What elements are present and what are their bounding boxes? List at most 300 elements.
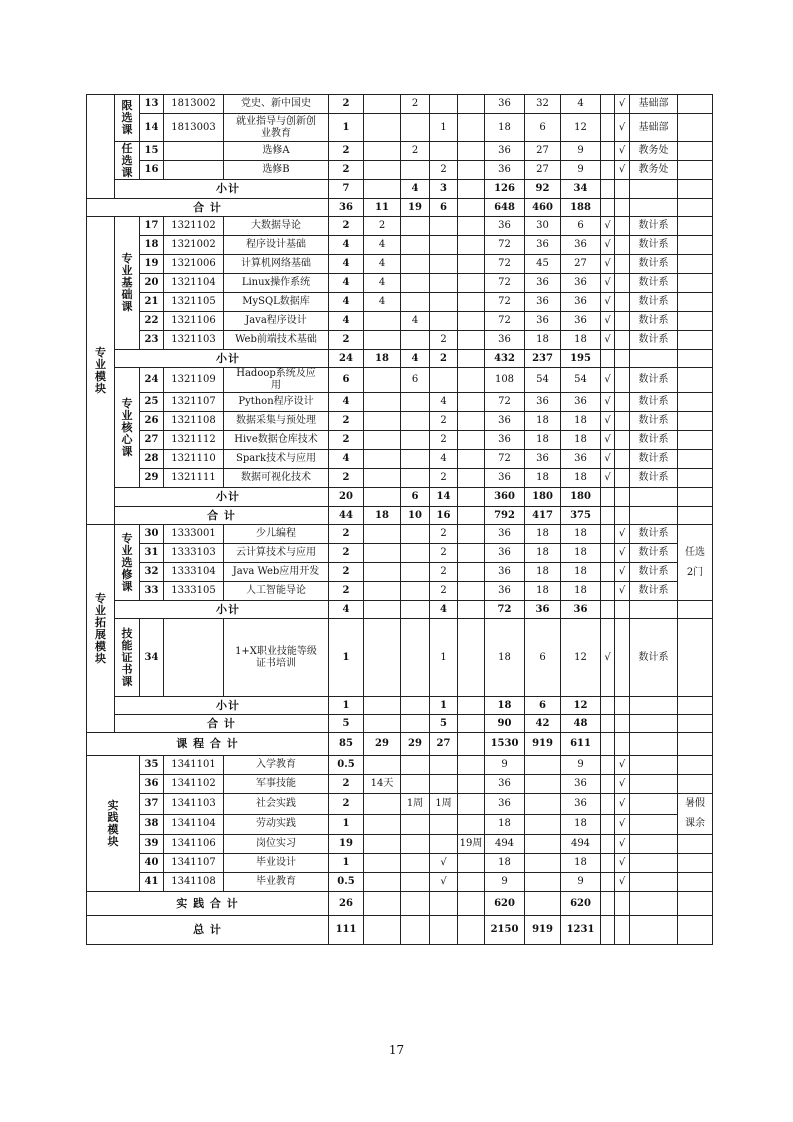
hours-total: 611 <box>561 733 601 756</box>
table-row <box>87 854 713 873</box>
hours-total: 34 <box>561 180 601 199</box>
check-mark <box>601 350 615 368</box>
course-name: Java程序设计 <box>224 312 329 331</box>
semester-total <box>364 601 401 619</box>
subtotal-label: 小计 <box>115 488 329 507</box>
semester-hours <box>458 450 485 469</box>
semester-hours <box>401 412 430 431</box>
department: 数计系 <box>630 217 678 236</box>
hours-value: 45 <box>525 255 561 274</box>
hours-value: 9 <box>485 873 525 892</box>
course-credits: 2 <box>329 95 364 114</box>
hours-total: 195 <box>561 350 601 368</box>
check-mark: √ <box>601 450 615 469</box>
course-code: 1341104 <box>164 814 224 835</box>
hours-value: 18 <box>485 619 525 697</box>
check-mark: √ <box>601 368 615 393</box>
module-label: 专 业 拓 展 模 块 <box>87 525 115 733</box>
table-row <box>87 142 713 161</box>
course-credits: 2 <box>329 161 364 180</box>
semester-hours <box>458 236 485 255</box>
credits-total: 4 <box>329 601 364 619</box>
check-mark: √ <box>601 255 615 274</box>
hours-value: 9 <box>561 161 601 180</box>
hours-value: 18 <box>561 525 601 544</box>
semester-total: 29 <box>364 733 401 756</box>
hours-total: 72 <box>485 601 525 619</box>
semester-hours <box>458 393 485 412</box>
course-name: Hadoop系统及应用 <box>224 368 329 393</box>
department <box>630 794 678 815</box>
semester-hours: 4 <box>364 236 401 255</box>
semester-total: 6 <box>401 488 430 507</box>
course-name: 选修A <box>224 142 329 161</box>
semester-hours <box>458 873 485 892</box>
course-number: 39 <box>140 835 164 854</box>
module-label: 专 业 核 心 课 <box>115 368 140 488</box>
hours-value: 36 <box>485 95 525 114</box>
course-number: 23 <box>140 331 164 350</box>
semester-hours <box>364 756 401 775</box>
check-mark <box>615 199 630 217</box>
check-mark <box>601 563 615 582</box>
semester-hours <box>401 873 430 892</box>
course-number: 31 <box>140 544 164 563</box>
course-name: Web前端技术基础 <box>224 331 329 350</box>
semester-hours: 4 <box>430 450 458 469</box>
note-cell <box>678 507 713 525</box>
hours-value: 36 <box>525 293 561 312</box>
hours-value: 4 <box>561 95 601 114</box>
course-code: 1321102 <box>164 217 224 236</box>
check-mark <box>601 916 615 945</box>
hours-value: 36 <box>525 450 561 469</box>
semester-hours <box>401 814 430 835</box>
semester-hours <box>364 114 401 142</box>
check-mark: √ <box>601 274 615 293</box>
course-credits: 2 <box>329 431 364 450</box>
semester-hours: 2 <box>364 217 401 236</box>
hours-total: 237 <box>525 350 561 368</box>
hours-value: 36 <box>485 469 525 488</box>
hours-total: 360 <box>485 488 525 507</box>
table-row <box>87 393 713 412</box>
check-mark <box>615 293 630 312</box>
hours-total: 180 <box>525 488 561 507</box>
semester-total: 3 <box>430 180 458 199</box>
hours-total: 460 <box>525 199 561 217</box>
hours-total: 919 <box>525 916 561 945</box>
department <box>630 733 678 756</box>
subtotal-label: 小计 <box>115 697 329 715</box>
course-code: 1321104 <box>164 274 224 293</box>
semester-hours <box>430 835 458 854</box>
course-code: 1341107 <box>164 854 224 873</box>
hours-total: 432 <box>485 350 525 368</box>
semester-total: 1 <box>430 697 458 715</box>
course-credits: 2 <box>329 412 364 431</box>
semester-total <box>401 892 430 916</box>
course-name: Spark技术与应用 <box>224 450 329 469</box>
course-name: 程序设计基础 <box>224 236 329 255</box>
check-mark: √ <box>615 854 630 873</box>
course-credits: 2 <box>329 469 364 488</box>
check-mark: √ <box>601 412 615 431</box>
course-number: 37 <box>140 794 164 815</box>
total-label: 课 程 合 计 <box>87 733 329 756</box>
hours-value <box>525 873 561 892</box>
semester-total: 18 <box>364 350 401 368</box>
course-number: 41 <box>140 873 164 892</box>
department: 数计系 <box>630 412 678 431</box>
hours-value: 36 <box>561 274 601 293</box>
hours-value: 18 <box>525 525 561 544</box>
semester-total <box>364 488 401 507</box>
semester-hours <box>430 95 458 114</box>
course-name: 数据可视化技术 <box>224 469 329 488</box>
hours-total: 48 <box>561 715 601 733</box>
course-credits: 2 <box>329 525 364 544</box>
table-row <box>87 563 713 582</box>
course-code: 1333104 <box>164 563 224 582</box>
hours-value: 30 <box>525 217 561 236</box>
department: 数计系 <box>630 312 678 331</box>
check-mark <box>601 582 615 601</box>
semester-total <box>364 916 401 945</box>
note-cell: 任选2门 <box>678 525 713 601</box>
semester-hours: 19周 <box>458 835 485 854</box>
hours-value: 36 <box>561 236 601 255</box>
note-cell <box>678 180 713 199</box>
table-row <box>87 368 713 393</box>
check-mark <box>615 331 630 350</box>
table-row <box>87 161 713 180</box>
note-cell <box>678 835 713 854</box>
hours-total: 126 <box>485 180 525 199</box>
check-mark <box>601 835 615 854</box>
module-label: 专 业 模 块 <box>87 217 115 525</box>
hours-value: 36 <box>485 142 525 161</box>
course-name: 就业指导与创新创业教育 <box>224 114 329 142</box>
semester-hours <box>401 775 430 794</box>
course-name: 云计算技术与应用 <box>224 544 329 563</box>
check-mark: √ <box>615 873 630 892</box>
course-name: Python程序设计 <box>224 393 329 412</box>
course-number: 16 <box>140 161 164 180</box>
department <box>630 775 678 794</box>
hours-value: 494 <box>561 835 601 854</box>
check-mark <box>615 697 630 715</box>
semester-total <box>430 892 458 916</box>
hours-value: 18 <box>561 412 601 431</box>
semester-hours: 2 <box>430 331 458 350</box>
semester-hours <box>364 393 401 412</box>
hours-value: 54 <box>525 368 561 393</box>
total-label: 合 计 <box>115 715 329 733</box>
semester-hours <box>430 368 458 393</box>
course-credits: 2 <box>329 142 364 161</box>
credits-total: 5 <box>329 715 364 733</box>
hours-total: 180 <box>561 488 601 507</box>
semester-hours <box>401 114 430 142</box>
course-code: 1321107 <box>164 393 224 412</box>
hours-total: 36 <box>525 601 561 619</box>
semester-total: 19 <box>401 199 430 217</box>
course-number: 34 <box>140 619 164 697</box>
course-credits: 2 <box>329 544 364 563</box>
course-number: 30 <box>140 525 164 544</box>
check-mark <box>601 114 615 142</box>
semester-hours <box>401 619 430 697</box>
table-row <box>87 450 713 469</box>
hours-value: 9 <box>561 142 601 161</box>
subtotal-label: 小计 <box>115 350 329 368</box>
semester-hours <box>458 525 485 544</box>
semester-hours: 4 <box>430 393 458 412</box>
check-mark <box>601 814 615 835</box>
table-row <box>87 544 713 563</box>
hours-value: 36 <box>561 775 601 794</box>
semester-total: 5 <box>430 715 458 733</box>
course-credits: 6 <box>329 368 364 393</box>
hours-value: 36 <box>525 393 561 412</box>
table-row <box>87 412 713 431</box>
check-mark <box>601 854 615 873</box>
hours-value: 36 <box>485 217 525 236</box>
note-cell <box>678 488 713 507</box>
department: 数计系 <box>630 255 678 274</box>
semester-total: 4 <box>401 350 430 368</box>
semester-hours: √ <box>430 854 458 873</box>
table-row <box>87 469 713 488</box>
check-mark: √ <box>601 312 615 331</box>
hours-value: 18 <box>561 431 601 450</box>
course-number: 15 <box>140 142 164 161</box>
semester-hours: 2 <box>430 161 458 180</box>
note-cell <box>678 217 713 236</box>
course-number: 20 <box>140 274 164 293</box>
course-number: 17 <box>140 217 164 236</box>
credits-total: 44 <box>329 507 364 525</box>
semester-hours <box>430 775 458 794</box>
note-cell <box>678 715 713 733</box>
course-number: 32 <box>140 563 164 582</box>
semester-hours: 2 <box>430 544 458 563</box>
check-mark <box>615 312 630 331</box>
hours-value: 32 <box>525 95 561 114</box>
check-mark: √ <box>615 544 630 563</box>
semester-hours: 2 <box>430 469 458 488</box>
course-number: 24 <box>140 368 164 393</box>
course-name: Java Web应用开发 <box>224 563 329 582</box>
hours-total: 1530 <box>485 733 525 756</box>
course-code: 1341102 <box>164 775 224 794</box>
semester-hours: 6 <box>401 368 430 393</box>
course-number: 22 <box>140 312 164 331</box>
course-credits: 1 <box>329 854 364 873</box>
department: 数计系 <box>630 431 678 450</box>
hours-total: 12 <box>561 697 601 715</box>
course-credits: 1 <box>329 114 364 142</box>
course-number: 21 <box>140 293 164 312</box>
hours-value: 27 <box>525 142 561 161</box>
hours-value: 12 <box>561 114 601 142</box>
semester-hours <box>364 835 401 854</box>
semester-hours <box>458 794 485 815</box>
course-code: 1321111 <box>164 469 224 488</box>
hours-value: 18 <box>561 854 601 873</box>
hours-value: 36 <box>485 563 525 582</box>
course-number: 33 <box>140 582 164 601</box>
course-number: 35 <box>140 756 164 775</box>
semester-total: 4 <box>401 180 430 199</box>
hours-value: 494 <box>485 835 525 854</box>
course-code <box>164 619 224 697</box>
check-mark <box>615 469 630 488</box>
course-number: 26 <box>140 412 164 431</box>
semester-hours <box>401 236 430 255</box>
department <box>630 350 678 368</box>
course-code: 1341103 <box>164 794 224 815</box>
course-name: 入学教育 <box>224 756 329 775</box>
note-cell <box>678 412 713 431</box>
check-mark <box>615 255 630 274</box>
check-mark <box>601 892 615 916</box>
course-credits: 4 <box>329 293 364 312</box>
note-cell <box>678 601 713 619</box>
hours-total: 620 <box>485 892 525 916</box>
semester-hours <box>401 217 430 236</box>
semester-hours <box>458 255 485 274</box>
semester-hours <box>401 331 430 350</box>
check-mark <box>601 544 615 563</box>
semester-hours: 2 <box>430 563 458 582</box>
department: 教务处 <box>630 161 678 180</box>
semester-total <box>458 488 485 507</box>
semester-hours <box>458 274 485 293</box>
table-row <box>87 835 713 854</box>
hours-value: 18 <box>525 563 561 582</box>
check-mark: √ <box>601 217 615 236</box>
note-cell: 暑假课余 <box>678 794 713 835</box>
semester-total <box>364 697 401 715</box>
hours-total: 18 <box>485 697 525 715</box>
course-number: 13 <box>140 95 164 114</box>
course-name: 选修B <box>224 161 329 180</box>
semester-hours <box>401 431 430 450</box>
course-credits: 4 <box>329 312 364 331</box>
table-row <box>87 255 713 274</box>
semester-hours <box>430 255 458 274</box>
semester-total: 2 <box>430 350 458 368</box>
semester-hours: 2 <box>430 431 458 450</box>
semester-hours <box>364 312 401 331</box>
hours-total: 620 <box>561 892 601 916</box>
semester-hours <box>458 582 485 601</box>
semester-total <box>458 507 485 525</box>
department: 数计系 <box>630 331 678 350</box>
check-mark: √ <box>615 161 630 180</box>
semester-hours <box>458 563 485 582</box>
hours-value: 36 <box>485 582 525 601</box>
semester-hours <box>458 368 485 393</box>
total-label: 合 计 <box>115 507 329 525</box>
hours-value: 18 <box>525 331 561 350</box>
table-row <box>87 95 713 114</box>
hours-value: 72 <box>485 450 525 469</box>
hours-value: 6 <box>525 619 561 697</box>
note-cell <box>678 756 713 775</box>
hours-value: 36 <box>561 450 601 469</box>
semester-total: 14 <box>430 488 458 507</box>
total-row <box>87 507 713 525</box>
department <box>630 814 678 835</box>
table-row <box>87 236 713 255</box>
note-cell <box>678 697 713 715</box>
module-label: 实 践 模 块 <box>87 756 140 892</box>
hours-value <box>525 775 561 794</box>
semester-hours <box>364 544 401 563</box>
course-name: 毕业教育 <box>224 873 329 892</box>
course-name: 计算机网络基础 <box>224 255 329 274</box>
hours-value: 72 <box>485 274 525 293</box>
semester-hours: 14天 <box>364 775 401 794</box>
check-mark <box>601 775 615 794</box>
note-cell <box>678 199 713 217</box>
department: 基础部 <box>630 114 678 142</box>
hours-value: 36 <box>485 161 525 180</box>
module-label: 任 选 课 <box>115 142 140 180</box>
course-credits: 2 <box>329 582 364 601</box>
check-mark: √ <box>601 619 615 697</box>
hours-value: 36 <box>525 236 561 255</box>
hours-value: 36 <box>561 794 601 815</box>
hours-value: 18 <box>561 469 601 488</box>
semester-hours <box>364 619 401 697</box>
course-credits: 2 <box>329 775 364 794</box>
note-cell <box>678 95 713 114</box>
semester-total <box>364 180 401 199</box>
total-row <box>87 199 713 217</box>
check-mark: √ <box>615 582 630 601</box>
note-cell <box>678 142 713 161</box>
subtotal-row <box>87 180 713 199</box>
course-code: 1321106 <box>164 312 224 331</box>
total-label: 实 践 合 计 <box>87 892 329 916</box>
semester-total <box>458 601 485 619</box>
module-label: 专 业 基 础 课 <box>115 217 140 350</box>
semester-hours <box>364 431 401 450</box>
semester-hours <box>458 814 485 835</box>
department <box>630 892 678 916</box>
semester-hours <box>430 217 458 236</box>
semester-total: 10 <box>401 507 430 525</box>
note-cell <box>678 431 713 450</box>
hours-value: 36 <box>525 312 561 331</box>
hours-total: 42 <box>525 715 561 733</box>
course-code <box>164 142 224 161</box>
check-mark <box>601 488 615 507</box>
course-number: 28 <box>140 450 164 469</box>
subtotal-row <box>87 697 713 715</box>
semester-total: 16 <box>430 507 458 525</box>
hours-total: 919 <box>525 733 561 756</box>
department <box>630 854 678 873</box>
semester-hours <box>364 161 401 180</box>
semester-hours: 1周 <box>430 794 458 815</box>
course-plan-table <box>86 94 713 945</box>
department <box>630 199 678 217</box>
